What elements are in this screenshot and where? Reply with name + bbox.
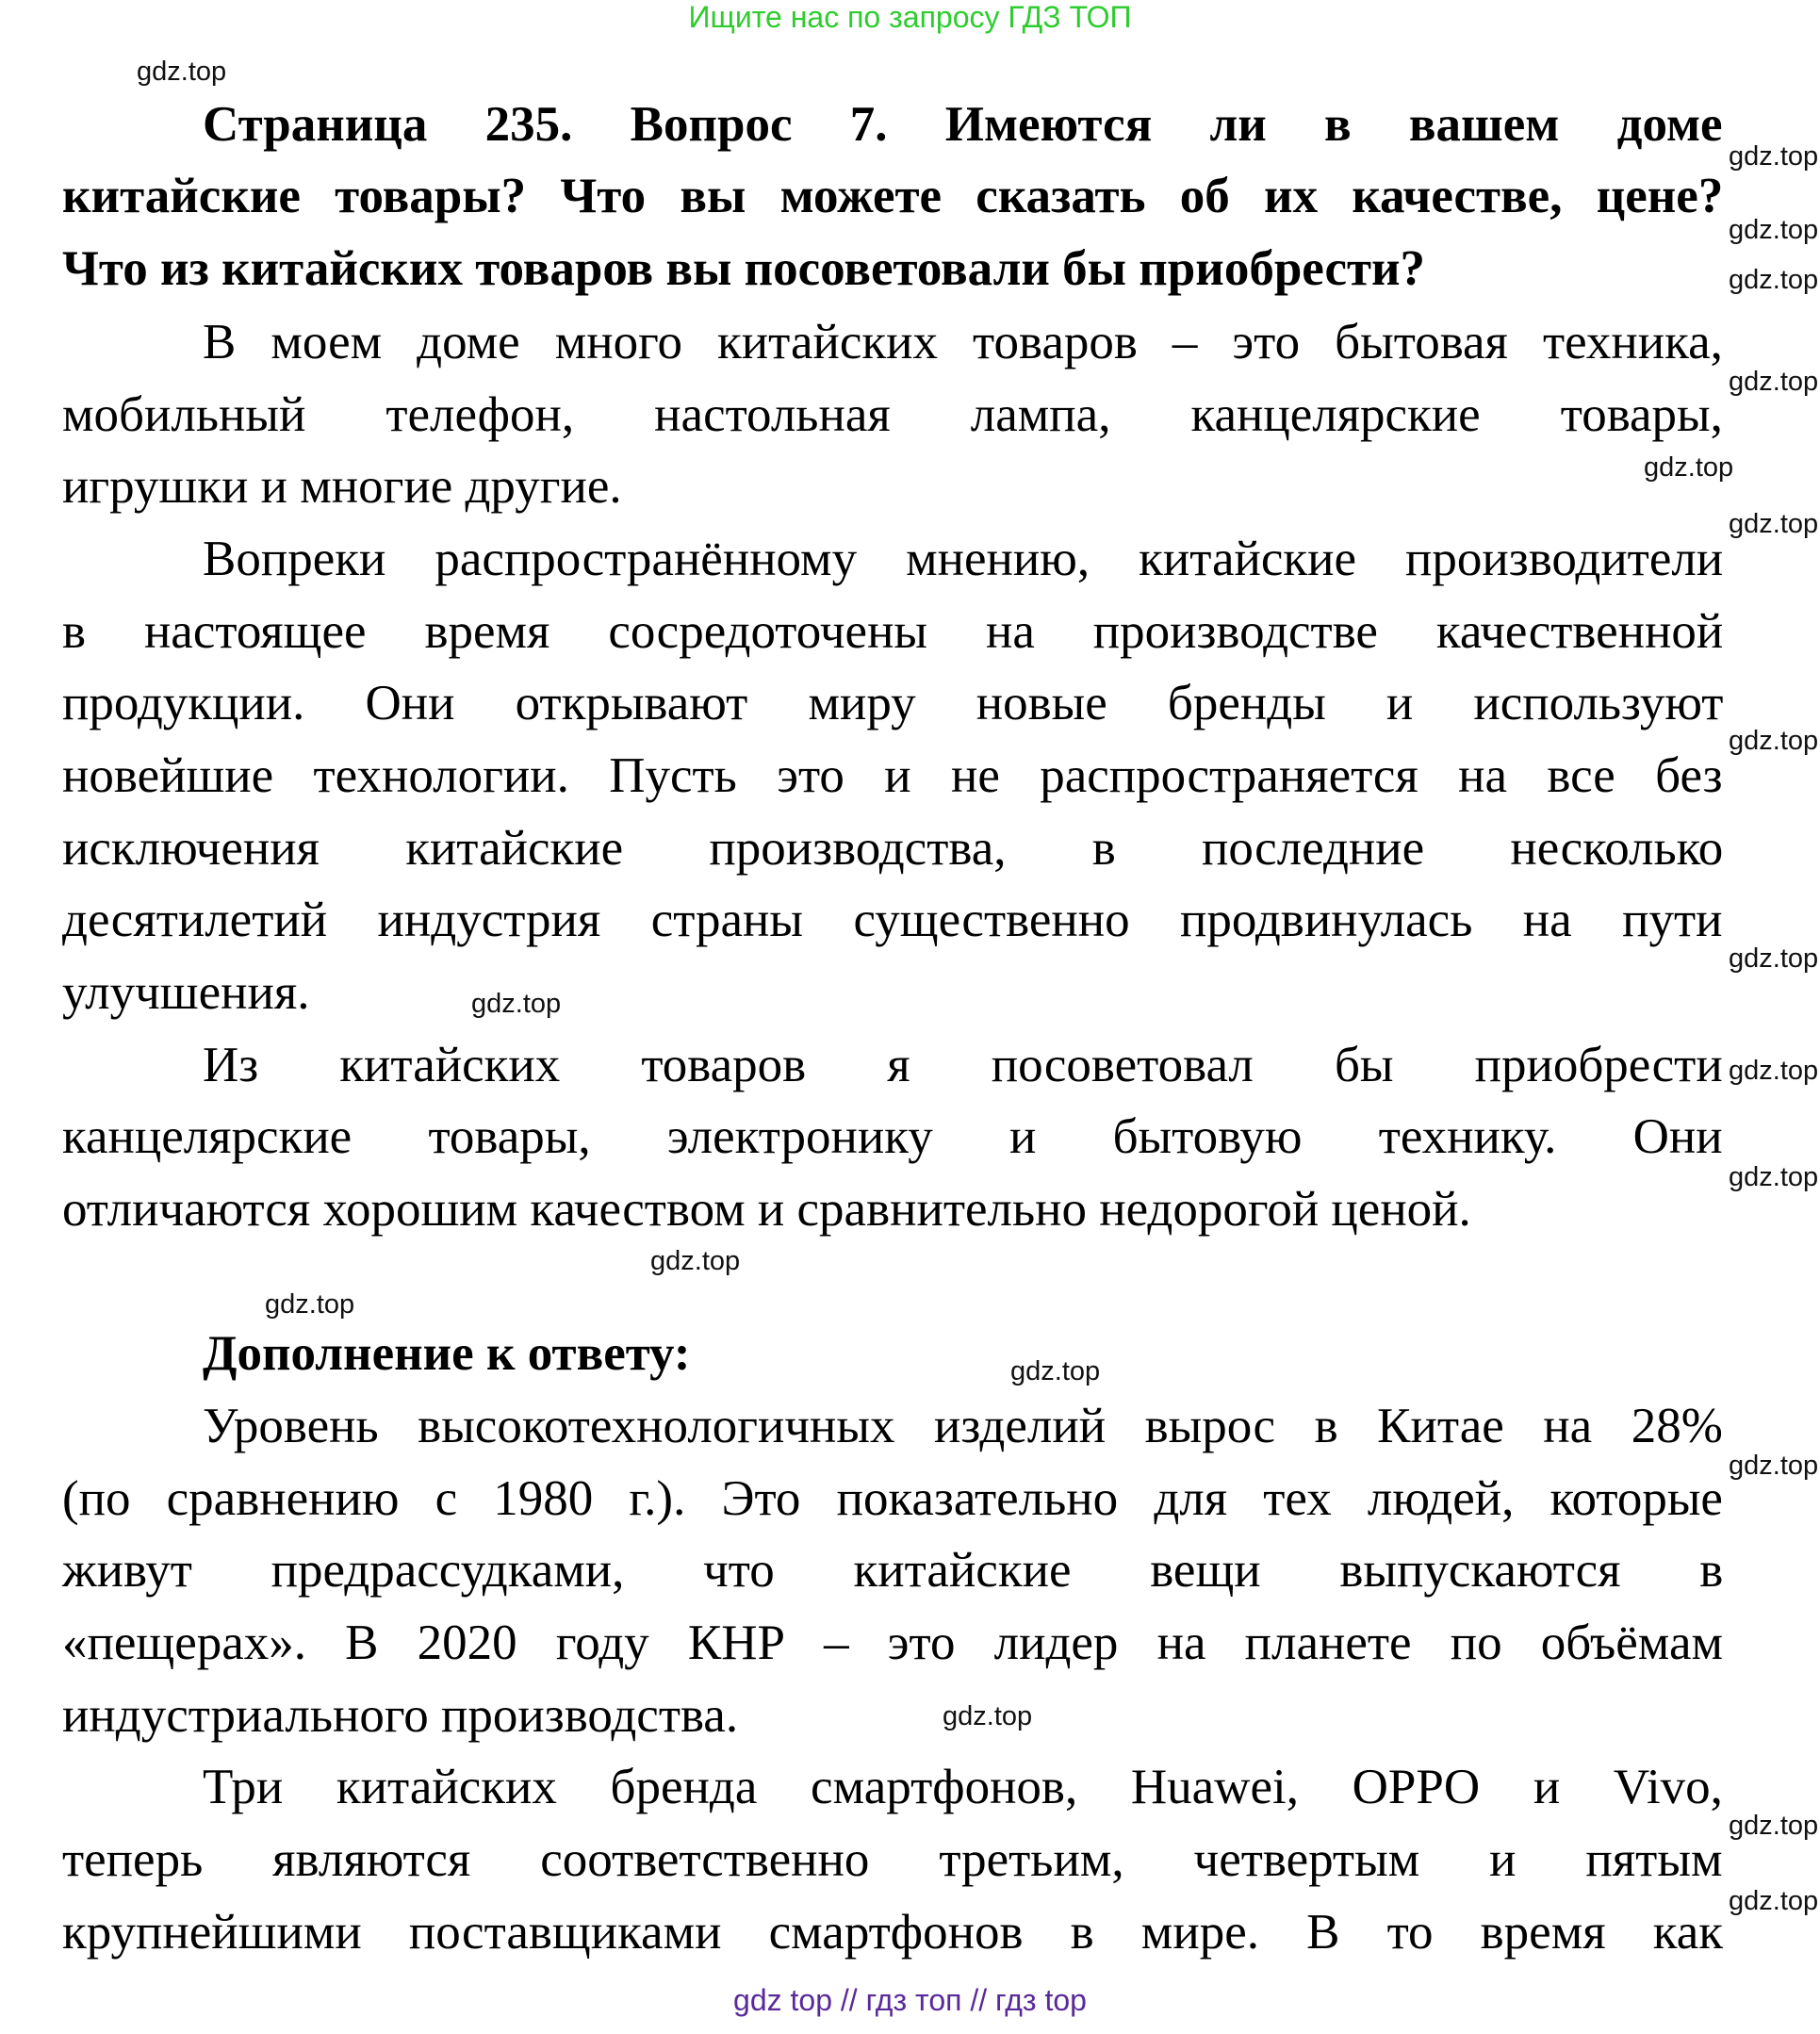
answer-line: отличаются хорошим качеством и сравнительно недорогой ценой.: [62, 1182, 1471, 1237]
addition-line: теперь являются соответственно третьим, четвертым и пятым: [62, 1832, 1723, 1887]
watermark: gdz.top: [1729, 1451, 1819, 1481]
answer-line: продукции. Они открывают миру новые бренды и используют: [62, 676, 1724, 730]
answer-line: Из китайских товаров я посоветовал бы приобрести: [203, 1038, 1723, 1092]
answer-line: десятилетий индустрия страны существенно продвинулась на пути: [62, 893, 1723, 947]
addition-heading: Дополнение к ответу:: [203, 1326, 691, 1381]
watermark: gdz.top: [471, 989, 562, 1019]
addition-line: Уровень высокотехнологичных изделий вырос в Китае на 28%: [203, 1399, 1723, 1453]
addition-line: живут предрассудками, что китайские вещи выпускаются в: [62, 1543, 1724, 1598]
answer-line: в настоящее время сосредоточены на производстве качественной: [62, 604, 1724, 659]
addition-line: «пещерах». В 2020 году КНР – это лидер на планете по объёмам: [62, 1616, 1724, 1670]
title-line: Что из китайских товаров вы посоветовали бы приобрести?: [62, 241, 1426, 296]
answer-line: исключения китайские производства, в последние несколько: [62, 821, 1724, 876]
answer-line: игрушки и многие другие.: [62, 459, 622, 514]
watermark: gdz.top: [1729, 1886, 1819, 1916]
addition-line: индустриального производства.: [62, 1688, 739, 1743]
watermark: gdz.top: [1729, 1811, 1819, 1841]
addition-line: (по сравнению с 1980 г.). Это показательно для тех людей, которые: [62, 1471, 1723, 1526]
watermark: gdz.top: [1729, 726, 1819, 756]
title-line: Страница 235. Вопрос 7. Имеются ли в вашем доме: [203, 97, 1723, 152]
answer-line: канцелярские товары, электронику и бытовую технику. Они: [62, 1109, 1723, 1164]
watermark: gdz.top: [650, 1246, 741, 1276]
addition-line: крупнейшими поставщиками смартфонов в мире. В то время как: [62, 1905, 1723, 1960]
answer-line: улучшения.: [62, 965, 310, 1020]
watermark: gdz.top: [265, 1289, 355, 1320]
watermark: gdz.top: [1729, 367, 1819, 397]
answer-line: мобильный телефон, настольная лампа, канцелярские товары,: [62, 387, 1723, 442]
watermark: gdz.top: [1729, 1162, 1819, 1192]
answer-line: новейшие технологии. Пусть это и не распространяется на все без: [62, 748, 1723, 803]
watermark: gdz.top: [1729, 215, 1819, 245]
watermark: gdz.top: [1729, 141, 1819, 172]
watermark: gdz.top: [1729, 943, 1819, 974]
footer-watermark: gdz top // гдз топ // гдз top: [733, 1983, 1087, 2017]
watermark: gdz.top: [1644, 452, 1734, 483]
watermark: gdz.top: [1729, 1056, 1819, 1086]
answer-line: Вопреки распространённому мнению, китайские производители: [203, 532, 1724, 586]
watermark: gdz.top: [1729, 509, 1819, 539]
watermark: gdz.top: [1729, 265, 1819, 295]
watermark: gdz.top: [943, 1701, 1033, 1731]
title-line: китайские товары? Что вы можете сказать об их качестве, цене?: [62, 169, 1724, 223]
answer-line: В моем доме много китайских товаров – это бытовая техника,: [203, 315, 1723, 369]
watermark: gdz.top: [1010, 1356, 1101, 1386]
watermark: gdz.top: [137, 57, 227, 87]
addition-line: Три китайских бренда смартфонов, Huawei, OPPO и Vivo,: [203, 1760, 1723, 1814]
search-banner: Ищите нас по запросу ГДЗ ТОП: [688, 0, 1132, 34]
